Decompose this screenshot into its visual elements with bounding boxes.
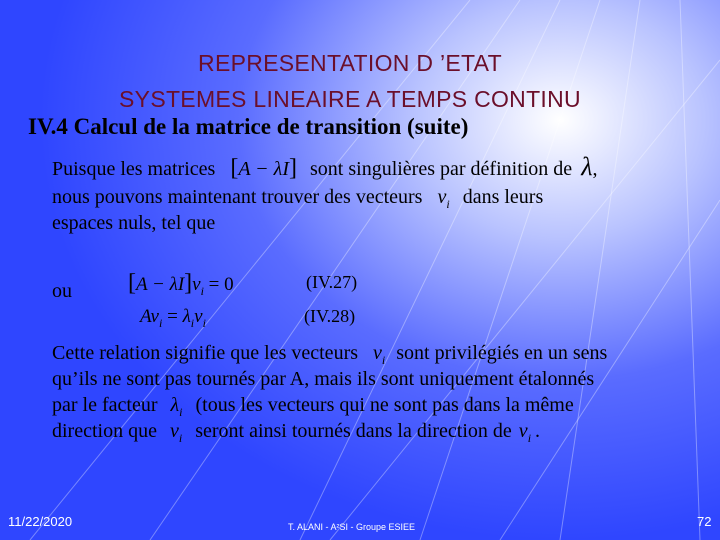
text-run: Cette relation signifie que les vecteurs	[52, 342, 359, 364]
text-run: nous pouvons maintenant trouver des vecteurs	[52, 186, 423, 208]
footer-author: T. ALANI - A²SI - Groupe ESIEE	[288, 522, 416, 532]
matrix-a-minus-lambda-i: [A − λI]	[230, 155, 298, 181]
lambda-i-symbol: $\lambda_i$	[170, 394, 183, 419]
text-run: Puisque les matrices	[52, 158, 216, 180]
lambda-symbol: λ	[581, 152, 593, 181]
symbol-a: A	[238, 158, 251, 180]
paragraph1-line3: espaces nuls, tel que	[52, 212, 216, 234]
text-run: dans leurs	[462, 186, 544, 208]
paragraph2-line2: qu’ils ne sont pas tournés par A, mais ils sont uniquement étalonnés	[52, 368, 595, 390]
vector-vi: $v_i$	[373, 342, 386, 367]
symbol-i: I	[282, 158, 290, 180]
vector-vi: $v_i$	[169, 420, 183, 445]
text-run: (tous les vecteurs qui ne sont pas dans la même	[195, 394, 574, 416]
equation-iv27-label: (IV.27)	[306, 272, 358, 292]
text-run: par le facteur	[52, 394, 158, 416]
vector-vi: $v_i$	[437, 186, 450, 211]
equation-iv27: $[A - \lambda I]v_i = 0$	[128, 270, 234, 298]
section-heading: IV.4 Calcul de la matrice de transition (suite)	[28, 114, 469, 139]
text-run: direction que	[52, 420, 157, 442]
equation-iv28-label: (IV.28)	[304, 306, 356, 326]
text-run: sont singulières par définition de	[310, 158, 573, 180]
paragraph2-line3	[52, 394, 574, 420]
paragraph1-line2	[52, 186, 543, 212]
text-run: .	[535, 420, 541, 442]
footer-page-number: 72	[697, 514, 712, 529]
paragraph2-line1	[52, 342, 607, 368]
slide-title-line2: SYSTEMES LINEAIRE A TEMPS CONTINU	[119, 86, 581, 112]
slide-title-line1: REPRESENTATION D ’ETAT	[198, 50, 502, 76]
equation-iv28: $Av_i = \lambda_iv_i$	[140, 306, 206, 330]
text-run: seront ainsi tournés dans la direction de	[195, 420, 512, 442]
paragraph2-line4	[52, 420, 540, 446]
text-run: sont privilégiés en un sens	[396, 342, 608, 364]
text-run: ,	[592, 158, 598, 180]
paragraph1-line1	[52, 152, 597, 182]
ou-label: ou	[52, 280, 72, 302]
vector-vi: $v_i$	[518, 420, 532, 445]
footer-date: 11/22/2020	[8, 514, 73, 529]
